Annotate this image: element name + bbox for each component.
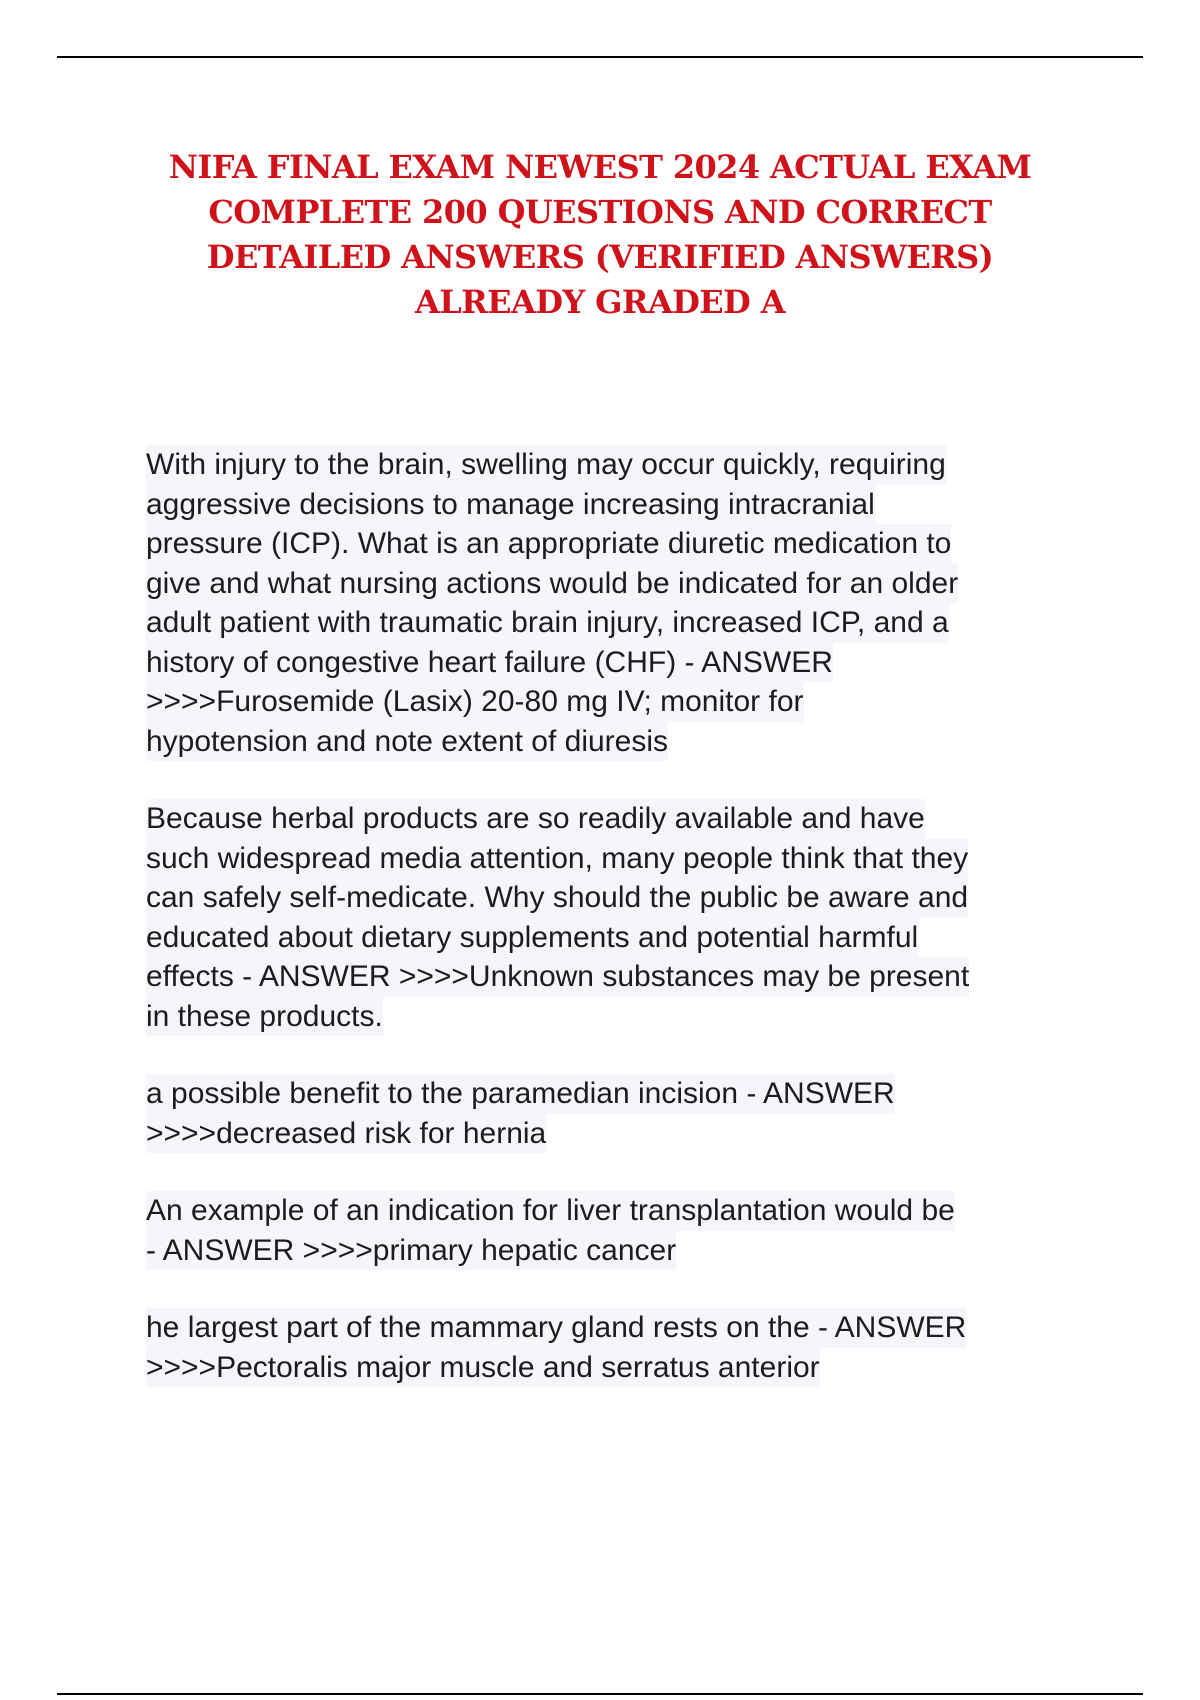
qa-line: he largest part of the mammary gland rests on the - ANSWER [146, 1308, 966, 1348]
qa-line: educated about dietary supplements and potential harmful [146, 918, 918, 958]
title-line: COMPLETE 200 QUESTIONS AND CORRECT [208, 193, 992, 231]
qa-item-diuretic-icp [146, 445, 1096, 761]
qa-item-herbal-products [146, 799, 1096, 1036]
qa-item-liver-transplant [146, 1191, 1096, 1270]
qa-line: >>>>Furosemide (Lasix) 20-80 mg IV; monitor for [146, 682, 804, 722]
top-rule [57, 56, 1143, 58]
qa-line: With injury to the brain, swelling may occur quickly, requiring [146, 445, 946, 485]
qa-line: give and what nursing actions would be indicated for an older [146, 564, 958, 604]
qa-line: aggressive decisions to manage increasing intracranial [146, 485, 875, 525]
qa-line: a possible benefit to the paramedian incision - ANSWER [146, 1074, 895, 1114]
qa-line: pressure (ICP). What is an appropriate diuretic medication to [146, 524, 951, 564]
qa-line: effects - ANSWER >>>>Unknown substances may be present [146, 957, 969, 997]
qa-line: Because herbal products are so readily available and have [146, 799, 925, 839]
qa-line: hypotension and note extent of diuresis [146, 722, 668, 762]
qa-line: can safely self-medicate. Why should the public be aware and [146, 878, 968, 918]
qa-line: >>>>decreased risk for hernia [146, 1114, 546, 1154]
qa-line: >>>>Pectoralis major muscle and serratus anterior [146, 1348, 820, 1388]
document-title [160, 145, 1040, 325]
bottom-rule [57, 1693, 1143, 1695]
qa-line: such widespread media attention, many people think that they [146, 839, 968, 879]
qa-item-mammary-gland [146, 1308, 1096, 1387]
qa-line: history of congestive heart failure (CHF) - ANSWER [146, 643, 833, 683]
title-line: DETAILED ANSWERS (VERIFIED ANSWERS) [206, 238, 994, 276]
qa-line: in these products. [146, 997, 383, 1037]
title-line: NIFA FINAL EXAM NEWEST 2024 ACTUAL EXAM [168, 148, 1032, 186]
qa-line: adult patient with traumatic brain injury, increased ICP, and a [146, 603, 949, 643]
qa-item-paramedian-incision [146, 1074, 1096, 1153]
title-line: ALREADY GRADED A [415, 283, 785, 321]
qa-list [146, 445, 1096, 1425]
qa-line: - ANSWER >>>>primary hepatic cancer [146, 1231, 676, 1271]
qa-line: An example of an indication for liver transplantation would be [146, 1191, 955, 1231]
